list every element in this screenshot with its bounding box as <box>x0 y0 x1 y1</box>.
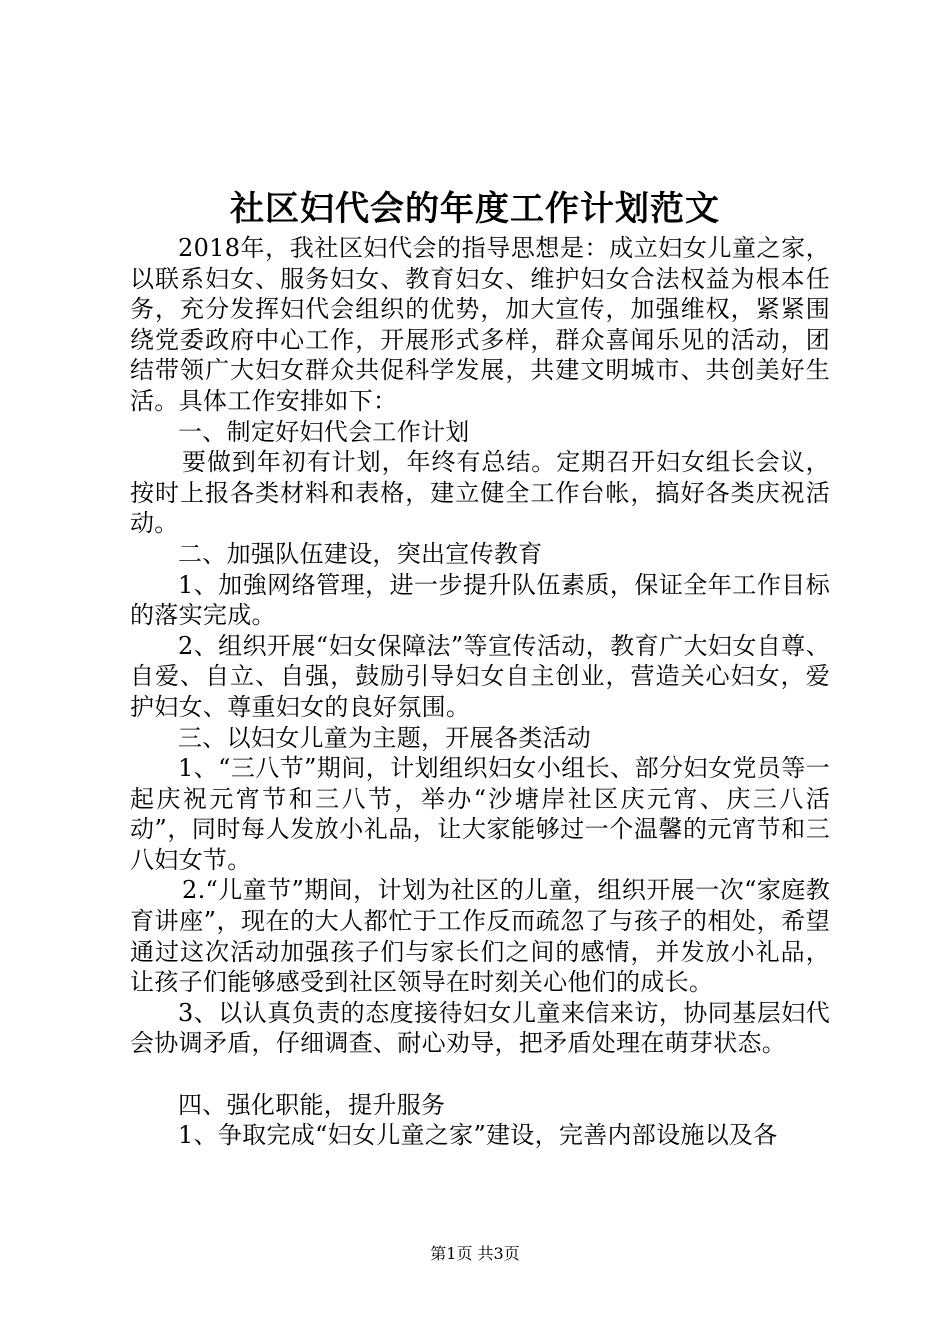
paragraph-plan: 要做到年初有计划，年终有总结。定期召开妇女组长会议，按时上报各类材料和表格，建立健全工作台帐，搞好各类庆祝活动。 <box>130 448 830 538</box>
paragraph-3-2: 2.“儿童节”期间，计划为社区的儿童，组织开展一次“家庭教育讲座”，现在的大人都忙于工作反而疏忽了与孩子的相处，希望通过这次活动加强孩子们与家长们之间的感情，并发放小礼品，让孩子们能够感受到社区领导在时刻关心他们的成长。 <box>130 876 830 997</box>
document-title: 社区妇代会的年度工作计划范文 <box>230 189 720 229</box>
paragraph-intro: 2018年，我社区妇代会的指导思想是：成立妇女儿童之家，以联系妇女、服务妇女、教育妇女、维护妇女合法权益为根本任务，充分发挥妇代会组织的优势，加大宣传，加强维权，紧紧围绕党委政府中心工作，开展形式多样，群众喜闻乐见的活动，团结带领广大妇女群众共促科学发展，共建文明城市、共创美好生活。具体工作安排如下： <box>130 234 830 415</box>
section-heading-2: 二、加强队伍建设，突出宣传教育 <box>178 539 543 568</box>
page-footer: 第1页 共3页 <box>430 1244 520 1263</box>
section-heading-1: 一、制定好妇代会工作计划 <box>178 417 470 446</box>
section-heading-3: 三、以妇女儿童为主题，开展各类活动 <box>178 723 592 752</box>
paragraph-4-1: 1、争取完成“妇女儿童之家”建设，完善内部设施以及各 <box>178 1121 778 1150</box>
section-heading-4: 四、强化职能，提升服务 <box>178 1090 446 1119</box>
paragraph-3-1: 1、“三八节”期间，计划组织妇女小组长、部分妇女党员等一起庆祝元宵节和三八节，举办“沙塘岸社区庆元宵、庆三八活动”，同时每人发放小礼品，让大家能够过一个温馨的元宵节和三八妇女节。 <box>130 754 830 874</box>
blank-line <box>130 1059 830 1090</box>
paragraph-3-3: 3、以认真负责的态度接待妇女儿童来信来访，协同基层妇代会协调矛盾，仔细调查、耐心劝导，把矛盾处理在萌芽状态。 <box>130 998 830 1058</box>
paragraph-2-2: 2、组织开展“妇女保障法”等宣传活动，教育广大妇女自尊、自爱、自立、自强，鼓励引导妇女自主创业，营造关心妇女，爱护妇女、尊重妇女的良好氛围。 <box>130 631 830 721</box>
paragraph-2-1: 1、加強网络管理，进一步提升队伍素质，保证全年工作目标的落实完成。 <box>130 570 830 630</box>
document-body <box>130 233 830 1151</box>
